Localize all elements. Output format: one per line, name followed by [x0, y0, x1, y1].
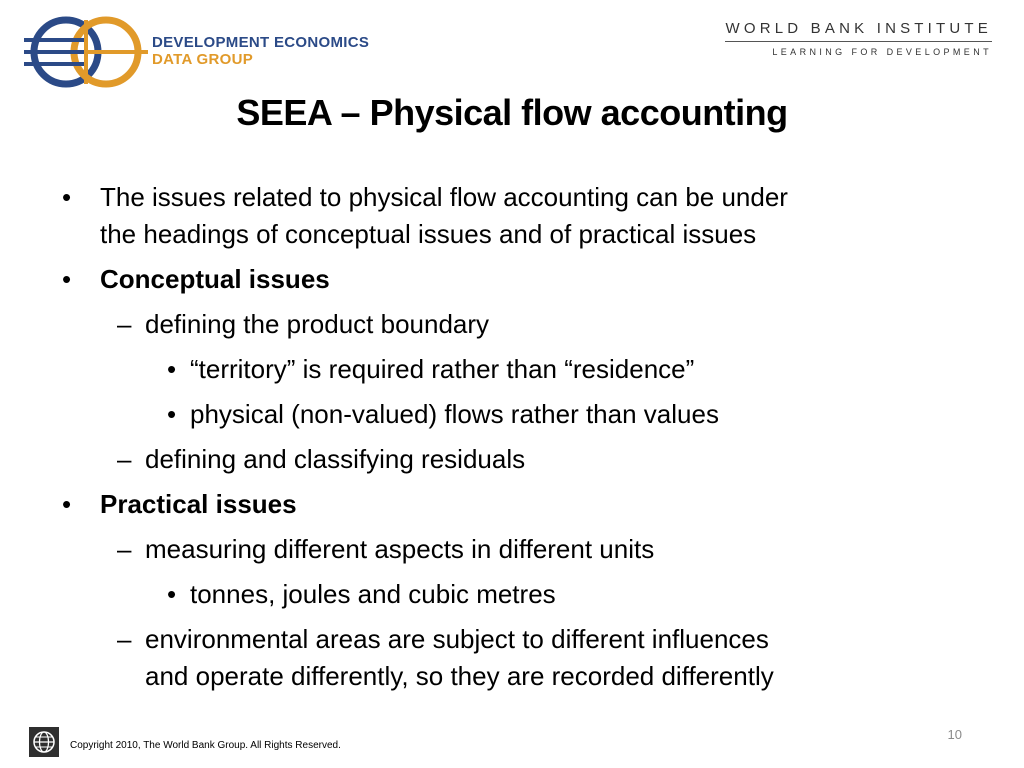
- copyright-text: Copyright 2010, The World Bank Group. All Rights Reserved.: [70, 740, 341, 751]
- logo-line1: DEVELOPMENT ECONOMICS: [152, 34, 370, 51]
- bullet-3-2-line1: environmental areas are subject to different influences: [145, 624, 769, 654]
- development-economics-logo-icon: [22, 12, 150, 94]
- bullet-2-1-2: physical (non-valued) flows rather than values: [190, 399, 719, 429]
- bullet-3-2-line2: and operate differently, so they are recorded differently: [145, 661, 774, 691]
- bullet-1-line1: The issues related to physical flow accounting can be under: [100, 182, 788, 212]
- institute-tagline: LEARNING FOR DEVELOPMENT: [772, 47, 992, 57]
- bullet-dot: •: [167, 399, 177, 429]
- bullet-dot: •: [167, 354, 177, 384]
- bullet-2-1: defining the product boundary: [145, 309, 490, 339]
- dash-bullet: –: [117, 309, 132, 339]
- bullet-2-2: defining and classifying residuals: [145, 444, 526, 474]
- bullet-3-heading: Practical issues: [100, 489, 297, 519]
- bullet-dot: •: [62, 264, 72, 294]
- bullet-2-1-1: “territory” is required rather than “residence”: [190, 354, 695, 384]
- logo-text: [152, 34, 369, 68]
- world-bank-globe-icon: [29, 727, 59, 757]
- institute-name: WORLD BANK INSTITUTE: [725, 20, 992, 42]
- bullet-1-line2: the headings of conceptual issues and of practical issues: [100, 219, 757, 249]
- page-number: 10: [947, 727, 962, 742]
- bullet-dot: •: [62, 182, 72, 212]
- world-bank-institute-brand: [725, 20, 992, 57]
- dash-bullet: –: [117, 624, 132, 654]
- dash-bullet: –: [117, 534, 132, 564]
- bullet-2-heading: Conceptual issues: [100, 264, 330, 294]
- slide-title: SEEA – Physical flow accounting: [236, 92, 788, 133]
- bullet-3-1-1: tonnes, joules and cubic metres: [190, 579, 556, 609]
- bullet-3-1: measuring different aspects in different units: [145, 534, 655, 564]
- bullet-dot: •: [62, 489, 72, 519]
- dash-bullet: –: [117, 444, 132, 474]
- bullet-dot: •: [167, 579, 177, 609]
- logo-line2: DATA GROUP: [152, 51, 254, 68]
